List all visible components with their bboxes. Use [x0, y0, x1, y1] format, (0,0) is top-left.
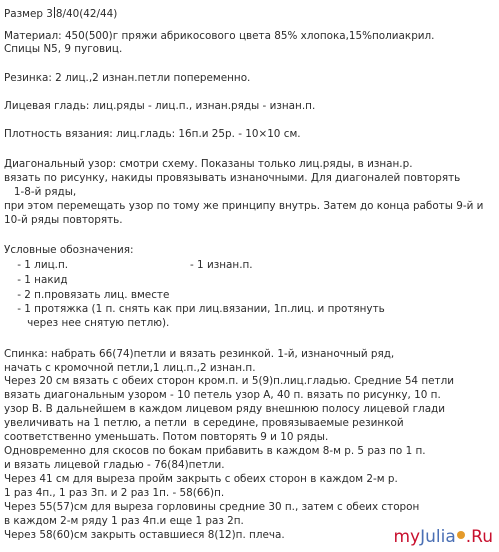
flower-icon — [457, 531, 465, 539]
diagonal-pattern-line-2: вязать по рисунку, накиды провязывать изнаночными. Для диагоналей повторять — [4, 172, 461, 184]
watermark-julia: Julia — [420, 527, 456, 547]
legend-slip-line-1: - 1 протяжка (1 п. снять как при лиц.вязании, 1п.лиц. и протянуть — [4, 303, 385, 315]
back-line-6: увеличивать на 1 петлю, а петли в середине, провязываемые резинкой — [4, 417, 404, 429]
back-line-9: и вязать лицевой гладью - 76(84)петли. — [4, 459, 225, 471]
rib-line: Резинка: 2 лиц.,2 изнан.петли попеременно. — [4, 72, 251, 84]
needles-line: Спицы N5, 9 пуговиц. — [4, 43, 123, 55]
gauge-line: Плотность вязания: лиц.гладь: 16п.и 25р. - 10×10 см. — [4, 128, 301, 140]
back-line-5: узор В. В дальнейшем в каждом лицевом ряду внешнюю полосу лицевой глади — [4, 403, 445, 415]
back-line-1: Спинка: набрать 66(74)петли и вязать резинкой. 1-й, изнаночный ряд, — [4, 348, 395, 360]
diagonal-pattern-line-4: при этом перемещать узор по тому же принципу внутрь. Затем до конца работы 9-й и — [4, 200, 484, 212]
back-line-8: Одновременно для скосов по бокам прибавить в каждом 8-м р. 5 раз по 1 п. — [4, 445, 426, 457]
watermark-my: my — [393, 527, 421, 547]
materials-line: Материал: 450(500)г пряжи абрикосового цвета 85% хлопока,15%полиакрил. — [4, 30, 435, 42]
legend-knit: - 1 лиц.п. — [4, 259, 69, 271]
size-text-b: 8/40(42/44) — [55, 8, 118, 20]
legend-purl: - 1 изнан.п. — [190, 259, 253, 271]
back-line-4: вязать диагональным узором - 10 петель узор А, 40 п. вязать по рисунку, 10 п. — [4, 389, 441, 401]
back-line-3: Через 20 см вязать с обеих сторон кром.п. и 5(9)п.лиц.гладью. Средние 54 петли — [4, 375, 454, 387]
size-line — [4, 7, 117, 20]
diagonal-pattern-line-5: 10-й ряды повторять. — [4, 214, 123, 226]
back-line-13: в каждом 2-м ряду 1 раз 4п.и еще 1 раз 2п. — [4, 515, 244, 527]
back-line-12: Через 55(57)см для выреза горловины средние 30 п., затем с обеих сторон — [4, 501, 420, 513]
back-line-7: соответственно уменьшать. Потом повторять 9 и 10 ряды. — [4, 431, 329, 443]
stockinette-line: Лицевая гладь: лиц.ряды - лиц.п., изнан.ряды - изнан.п. — [4, 100, 316, 112]
diagonal-pattern-line-1: Диагональный узор: смотри схему. Показаны только лиц.ряды, в изнан.р. — [4, 158, 413, 170]
legend-slip-line-2: через нее снятую петлю). — [4, 317, 170, 329]
back-line-10: Через 41 см для выреза пройм закрыть с обеих сторон в каждом 2-м р. — [4, 473, 398, 485]
legend-yarn-over: - 1 накид — [4, 274, 68, 286]
back-line-14: Через 58(60)см закрыть оставшиеся 8(12)п. плеча. — [4, 529, 285, 541]
back-line-2: начать с кромочной петли,1 лиц.п.,2 изнан.п. — [4, 362, 256, 374]
back-line-11: 1 раз 4п., 1 раз 3п. и 2 раз 1п. - 58(66)п. — [4, 487, 225, 499]
diagonal-pattern-line-3: 1-8-й ряды, — [4, 186, 77, 198]
text-cursor — [54, 7, 55, 18]
size-text-a: Размер 3 — [4, 8, 53, 20]
myjulia-watermark — [393, 527, 493, 547]
legend-heading: Условные обозначения: — [4, 244, 134, 256]
legend-k2tog: - 2 п.провязать лиц. вместе — [4, 289, 170, 301]
watermark-ru: .Ru — [465, 527, 493, 547]
